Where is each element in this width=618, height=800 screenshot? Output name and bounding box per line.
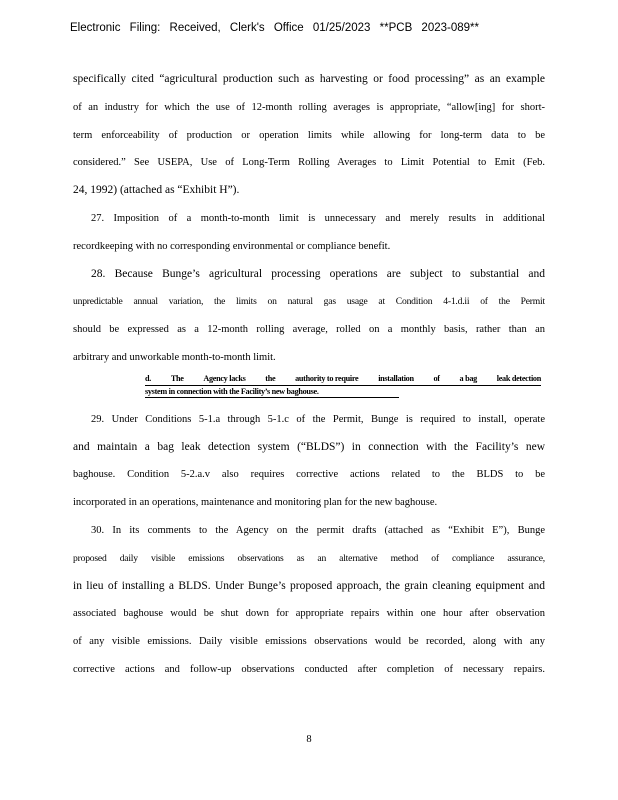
subheading-word: of xyxy=(433,373,440,383)
text-line: proposed daily visible emissions observations as an alternative method of compliance assurance, xyxy=(73,552,545,564)
document-body xyxy=(73,66,545,684)
text-line: considered.” See USEPA, Use of Long-Term Rolling Averages to Limit Potential to Emit (Feb. xyxy=(73,157,545,169)
text-line: term enforceability of production or operation limits while allowing for long-term data to be xyxy=(73,129,545,141)
text-line: specifically cited “agricultural production such as harvesting or food processing” as an example xyxy=(73,73,545,85)
text-line: 27. Imposition of a month-to-month limit is unnecessary and merely results in additional xyxy=(91,212,545,224)
text-line: of an industry for which the use of 12-month rolling averages is appropriate, “allow[ing] for short- xyxy=(73,101,545,113)
subheading-word: authority to require xyxy=(295,373,359,383)
text-line: of any visible emissions. Daily visible emissions observations would be recorded, along with any xyxy=(73,636,545,648)
subheading-line-2: system in connection with the Facility’s new baghouse. xyxy=(145,386,399,398)
text-line: 29. Under Conditions 5-1.a through 5-1.c of the Permit, Bunge is required to install, operate xyxy=(91,413,545,425)
text-line: recordkeeping with no corresponding environmental or compliance benefit. xyxy=(73,240,391,252)
subheading-word: leak detection xyxy=(496,373,541,383)
subheading-word: The xyxy=(170,373,184,383)
text-line: baghouse. Condition 5-2.a.v also requires corrective actions related to the BLDS to be xyxy=(73,469,545,481)
subheading-word: installation xyxy=(378,373,414,383)
text-line: unpredictable annual variation, the limits on natural gas usage at Condition 4-1.d.ii of the Permit xyxy=(73,296,545,308)
text-line: 30. In its comments to the Agency on the permit drafts (attached as “Exhibit E”), Bunge xyxy=(91,524,545,536)
text-line: incorporated in an operations, maintenance and monitoring plan for the new baghouse. xyxy=(73,497,438,509)
subheading-label: d. xyxy=(145,373,152,383)
text-line: arbitrary and unworkable month-to-month limit. xyxy=(73,351,276,363)
subheading-line-1 xyxy=(145,374,541,386)
text-line: associated baghouse would be shut down for appropriate repairs within one hour after observation xyxy=(73,608,545,620)
text-line: 24, 1992) (attached as “Exhibit H”). xyxy=(73,184,240,197)
page-number: 8 xyxy=(306,734,312,745)
subheading-word: a bag xyxy=(459,373,477,383)
subheading-word: Agency lacks xyxy=(203,373,246,383)
section-subheading xyxy=(145,374,541,398)
text-line: 28. Because Bunge’s agricultural processing operations are subject to substantial and xyxy=(91,267,545,280)
filing-stamp-header: Electronic Filing: Received, Clerk's Office 01/25/2023 **PCB 2023-089** xyxy=(70,22,479,34)
paragraphs-29-30 xyxy=(73,406,545,684)
subheading-word: the xyxy=(265,373,276,383)
text-line: in lieu of installing a BLDS. Under Bunge’s proposed approach, the grain cleaning equipment and xyxy=(73,579,545,592)
text-line: should be expressed as a 12-month rolling average, rolled on a monthly basis, rather than an xyxy=(73,324,545,336)
text-line: corrective actions and follow-up observations conducted after completion of necessary repairs. xyxy=(73,663,545,675)
paragraphs-26-28 xyxy=(73,66,545,372)
text-line: and maintain a bag leak detection system (“BLDS”) in connection with the Facility’s new xyxy=(73,440,545,453)
